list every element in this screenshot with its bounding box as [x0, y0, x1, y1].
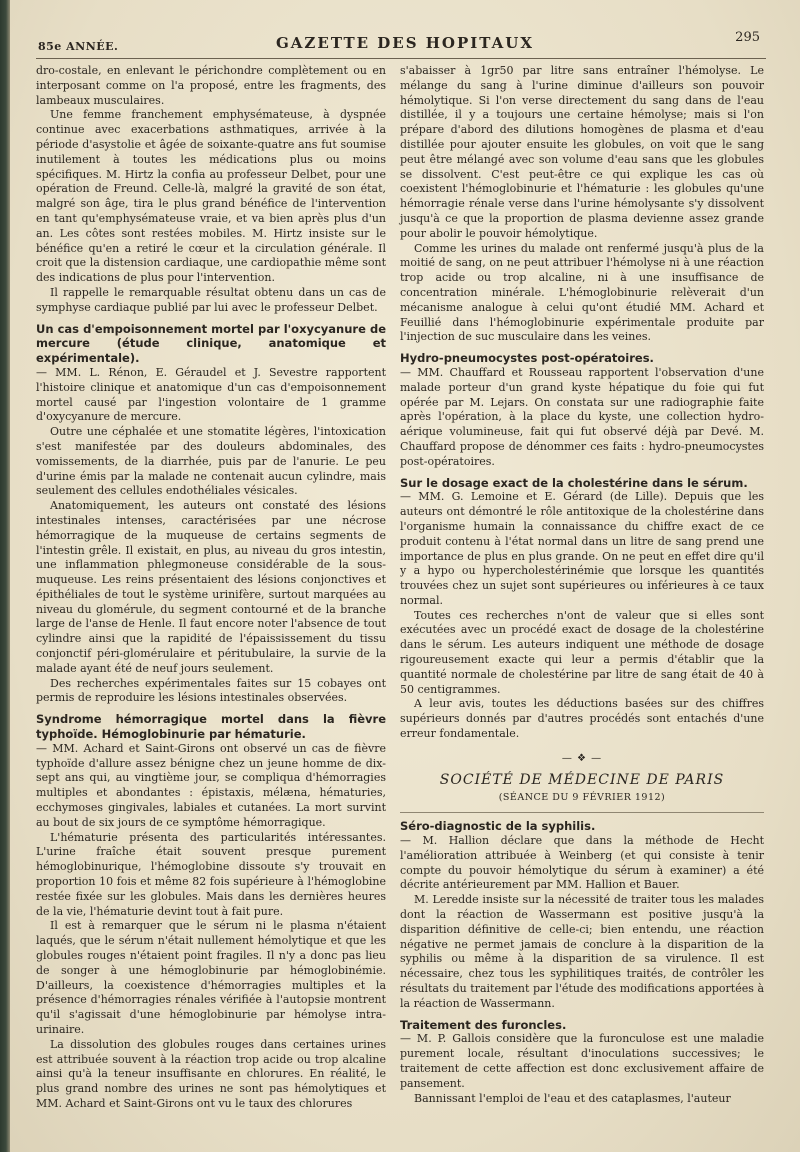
header-rule [36, 58, 766, 59]
page-binding-edge [0, 0, 10, 1152]
section-rule [400, 812, 764, 813]
paragraph: Outre une céphalée et une stomatite légères, l'intoxication s'est manifestée par des douleurs abdominales, des vomissements, de la diarrhée, puis par de l'anurie. Le peu d'urine émis par la malade ne contenait aucun cylindre, mais seulement des cellules endothéliales vésicales. [36, 425, 386, 498]
paragraph: Bannissant l'emploi de l'eau et des cataplasmes, l'auteur [414, 1091, 731, 1105]
paragraph: dro-costale, en enlevant le périchondre complètement ou en interposant comme on l'a proposé, entre les fragments, des lambeaux musculaires. [36, 64, 386, 107]
paragraph: Il est à remarquer que le sérum ni le plasma n'étaient laqués, que le sérum n'était nullement hémolytique et que les globules rouges n'étaient point fragiles. Il n'y a donc pas lieu de songer à une hémoglobinurie par hémoglobinémie. D'ailleurs, la coexistence d'hémorragies multiples et la présence d'hémorragies rénales vérifiée à l'autopsie montrent qu'il s'agissait d'une hémoglobinurie par hémolyse intra-urinaire. [36, 919, 386, 1036]
paragraph: — MM. Achard et Saint-Girons ont observé un cas de fièvre typhoïde d'allure assez bénigne chez un jeune homme de dix-sept ans qui, au vingtième jour, se compliqua d'hémorragies multiples et abondantes : épistaxis, mélæna, hématuries, ecchymoses gingivales, labiales et cutanées. La mort survint au bout de six jours de ce symptôme hémorragique. [36, 741, 386, 829]
paragraph: — M. Hallion déclare que dans la méthode de Hecht l'amélioration attribuée à Weinberg (et qui consiste à tenir compte du pouvoir hémolytique du sérum à examiner) a été décrite antérieurement par MM. Hallion et Bauer. [400, 834, 764, 892]
paragraph: — M. P. Gallois considère que la furonculose est une maladie purement locale, résultant d'inoculations successives; le traitement de cette affection est donc exclusivement affaire de pansement. [400, 1032, 764, 1090]
paragraph: Anatomiquement, les auteurs ont constaté des lésions intestinales intenses, caractérisées par une nécrose hémorragique de la muqueuse de certains segments de l'intestin grêle. Il existait, en plus, au niveau du gros intestin, une inflammation phlegmoneuse considérable de la sous-muqueuse. Les reins présentaient des lésions conjonctives et épithéliales de tout le système urinifère, surtout marquées au niveau du glomérule, du segment contourné et de la branche large de l'anse de Henle. Il faut encore noter l'absence de tout cylindre ainsi que la rapidité de l'épaississement du tissu conjonctif péri-glomérulaire et péritubulaire, la survie de la malade ayant été de neuf jours seulement. [36, 499, 386, 675]
paragraph: Il rappelle le remarquable résultat obtenu dans un cas de symphyse cardiaque publié par lui avec le professeur Delbet. [36, 285, 386, 314]
article-heading: Un cas d'empoisonnement mortel par l'oxycyanure de mercure (étude clinique, anatomique et expérimentale). [36, 321, 386, 366]
ornament-divider: — ❖ — [561, 752, 603, 764]
paragraph: M. Leredde insiste sur la nécessité de traiter tous les malades dont la réaction de Wassermann est positive jusqu'à la disparition définitive de celle-ci; bien entendu, une réaction négative ne permet jamais de conclure à la disparition de la syphilis ou même à la disparition de sa virulence. Il est nécessaire, chez tous les syphilitiques traités, de contrôler les résultats du traitement par l'étude des modifications apportées à la réaction de Wassermann. [400, 893, 764, 1010]
article-heading: Syndrome hémorragique mortel dans la fièvre typhoïde. Hémoglobinurie par hématurie. [36, 712, 386, 742]
paragraph: — MM. G. Lemoine et E. Gérard (de Lille). Depuis que les auteurs ont démontré le rôle antitoxique de la cholestérine dans l'organisme humain la connaissance du chiffre exact de ce produit contenu à l'état normal dans un litre de sang prend une importance de plus en plus grande. On ne peut en effet dire qu'il y a hypo ou hypercholestérinémie que lorsque les quantités trouvées chez un sujet sont supérieures ou inférieures à ce taux normal. [400, 490, 764, 607]
paragraph: — MM. L. Rénon, E. Géraudel et J. Sevestre rapportent l'histoire clinique et anatomique d'un cas d'empoisonnement mortel causé par l'ingestion volontaire de 1 gramme d'oxycyanure de mercure. [36, 365, 386, 424]
paragraph: La dissolution des globules rouges dans certaines urines est attribuée souvent à la réaction trop acide ou trop alcaline ainsi qu'à la teneur insuffisante en chlorures. En réalité, le plus grand nombre des urines ne sont pas hémolytiques et MM. Achard et Saint-Girons ont vu le taux des chlorures [36, 1037, 386, 1110]
right-column [400, 64, 764, 1106]
paragraph: Toutes ces recherches n'ont de valeur que si elles sont exécutées avec un procédé exact de dosage de la cholestérine dans le sérum. Les auteurs indiquent une méthode de dosage rigoureusement exacte qui leur a permis d'établir que la quantité normale de cholestérine par litre de sang était de 40 à 50 centigrammes. [400, 608, 764, 696]
paragraph: s'abaisser à 1gr50 par litre sans entraîner l'hémolyse. Le mélange du sang à l'urine diminue d'ailleurs son pouvoir hémolytique. Si l'on verse directement du sang dans de l'eau distillée, il y a toujours une certaine hémolyse; mais si l'on prépare d'abord des dilutions homogènes de plasma et d'eau distillée pour ajouter ensuite les globules, on voit que le sang peut être mélangé avec son volume d'eau sans que les globules se dissolvent. C'est peut-être ce qui explique les cas où coexistent l'hémoglobinurie et l'hématurie : les globules qu'une hémorragie rénale verse dans l'urine hémolysante s'y dissolvent jusqu'à ce que la proportion de plasma devienne assez grande pour abolir le pouvoir hémolytique. [400, 64, 764, 240]
paragraph: Comme les urines du malade ont renfermé jusqu'à plus de la moitié de sang, on ne peut attribuer l'hémolyse ni à une réaction trop acide ou trop alcaline, ni à une insuffisance de concentration minérale. L'hémoglobinurie relèverait d'un mécanisme analogue à celui qu'ont étudié MM. Achard et Feuillié dans l'hémoglobinurie expérimentale produite par l'injection de suc musculaire dans les veines. [400, 241, 764, 344]
paragraph: — MM. Chauffard et Rousseau rapportent l'observation d'une malade porteur d'un grand kyste hépatique du foie qui fut opérée par M. Lejars. On constata sur une radiographie faite après l'opération, à la place du kyste, une collection hydro-aérique volumineuse, fait qui fut observé déjà par Devé. M. Chauffard propose de dénommer ces faits : hydro-pneumocystes post-opératoires. [400, 365, 764, 468]
journal-title: GAZETTE DES HOPITAUX [275, 34, 534, 52]
paragraph: L'hématurie présenta des particularités intéressantes. L'urine fraîche était souvent presque purement hémoglobinurique, l'hémoglobine dissoute s'y trouvait en proportion 10 fois et même 82 fois supérieure à l'hémoglobine restée fixée sur les globules. Mais dans les dernières heures de la vie, l'hématurie devint tout à fait pure. [36, 830, 386, 918]
paragraph: Une femme franchement emphysémateuse, à dyspnée continue avec exacerbations asthmatiques, arrivée à la période d'asystolie et âgée de soixante-quatre ans fut soumise inutilement à toutes les médications plus ou moins spécifiques. M. Hirtz la confia au professeur Delbet, pour une opération de Freund. Celle-là, malgré la gravité de son état, malgré son âge, tira le plus grand bénéfice de l'intervention en tant qu'emphysémateuse vraie, et va bien après plus d'un an. Les côtes sont restées mobiles. M. Hirtz insiste sur le bénéfice qu'en a retiré le cœur et la circulation générale. Il croit que la distension cardiaque, une cardiopathie même sont des indications de plus pour l'intervention. [36, 108, 386, 285]
article-heading: Hydro-pneumocystes post-opératoires. [400, 351, 654, 366]
page-number: 295 [735, 30, 760, 45]
article-heading: Sur le dosage exact de la cholestérine dans le sérum. [400, 475, 748, 490]
page-header [30, 22, 780, 58]
article-heading: Traitement des furoncles. [400, 1017, 567, 1032]
section-title: SOCIÉTÉ DE MÉDECINE DE PARIS [439, 771, 725, 788]
paragraph: Des recherches expérimentales faites sur 15 cobayes ont permis de reproduire les lésions intestinales observées. [36, 676, 386, 705]
left-column [36, 64, 386, 1112]
paragraph: A leur avis, toutes les déductions basées sur des chiffres supérieurs donnés par d'autres procédés sont entachés d'une erreur fondamentale. [400, 697, 764, 741]
session-date: (SÉANCE DU 9 FÉVRIER 1912) [498, 792, 666, 804]
article-heading: Séro-diagnostic de la syphilis. [400, 819, 596, 834]
year-label: 85e ANNÉE. [38, 40, 119, 53]
